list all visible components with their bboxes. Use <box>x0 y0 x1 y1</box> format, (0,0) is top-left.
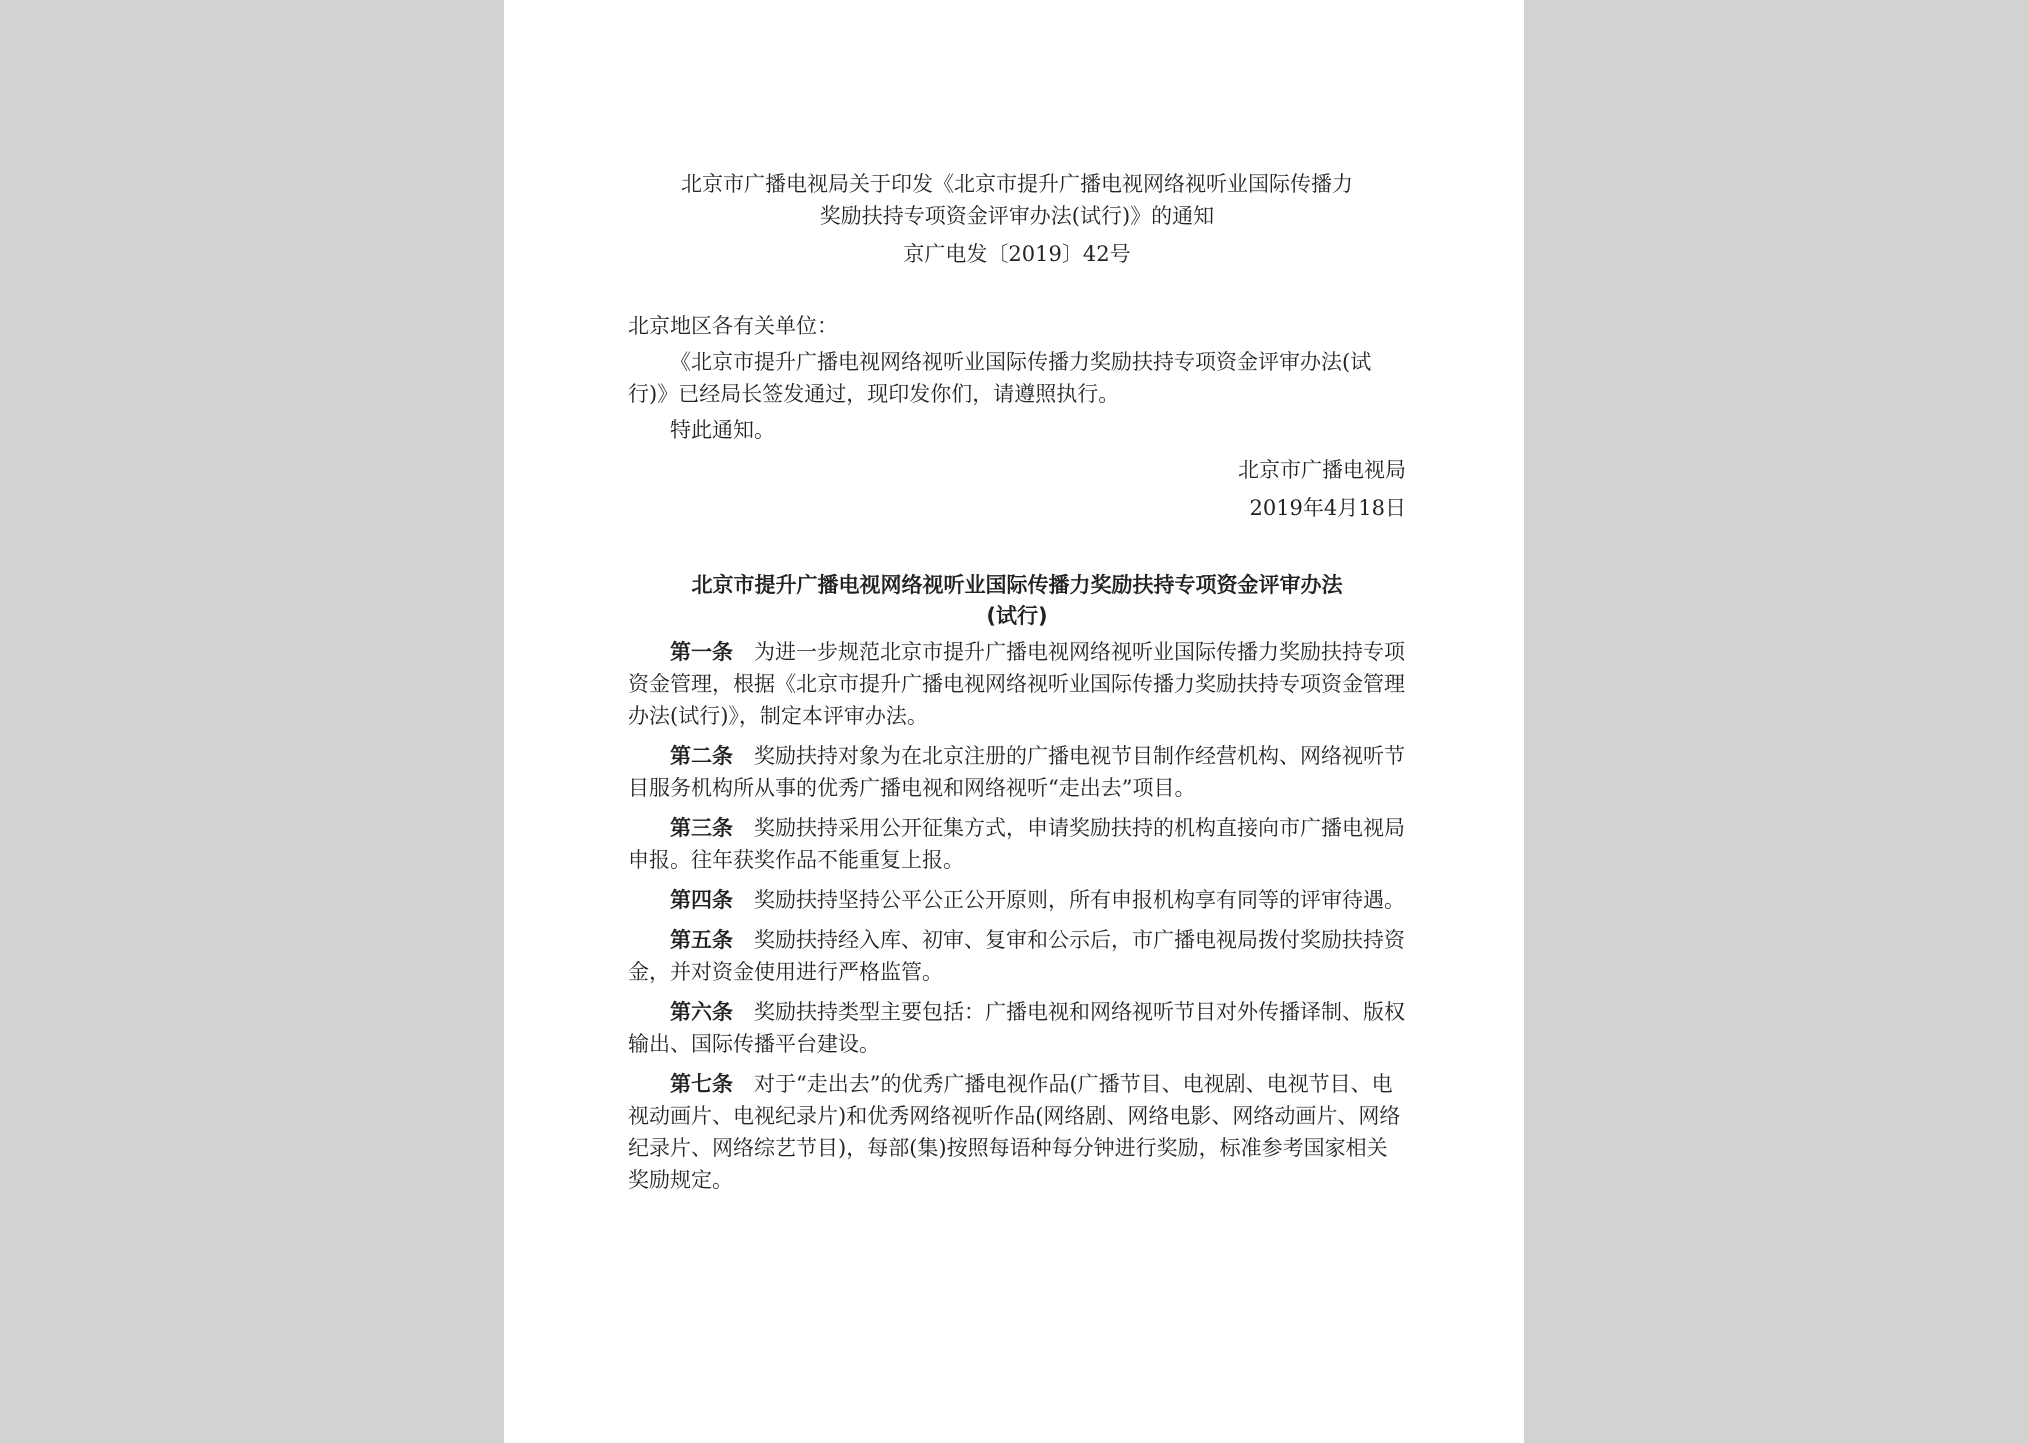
article-label: 第一条 <box>670 640 733 664</box>
salutation: 北京地区各有关单位： <box>628 314 838 338</box>
article-text: 奖励扶持坚持公平公正公开原则，所有申报机构享有同等的评审待遇。 <box>754 888 1405 912</box>
article-text: 奖励扶持类型主要包括：广播电视和网络视听节目对外传播译制、版权输出、国际传播平台建设。 <box>628 1000 1405 1056</box>
notice-title-line2: 奖励扶持专项资金评审办法(试行)》的通知 <box>819 204 1215 228</box>
signature-organization: 北京市广播电视局 <box>1238 458 1406 482</box>
document-number: 京广电发〔2019〕42号 <box>903 242 1131 266</box>
article-text: 奖励扶持经入库、初审、复审和公示后，市广播电视局拨付奖励扶持资金，并对资金使用进行严格监管。 <box>628 928 1405 984</box>
article-1 <box>628 636 1406 732</box>
article-label: 第六条 <box>670 1000 733 1024</box>
article-label: 第三条 <box>670 816 733 840</box>
article-text: 对于“走出去”的优秀广播电视作品(广播节目、电视剧、电视节目、电视动画片、电视纪录片)和优秀网络视听作品(网络剧、网络电影、网络动画片、网络纪录片、网络综艺节目)，每部(集)按照每语种每分钟进行奖励，标准参考国家相关奖励规定。 <box>628 1072 1401 1192</box>
notice-title-line1: 北京市广播电视局关于印发《北京市提升广播电视网络视听业国际传播力 <box>681 172 1353 196</box>
document-page <box>504 0 1524 1443</box>
article-text: 奖励扶持采用公开征集方式，申请奖励扶持的机构直接向市广播电视局申报。往年获奖作品不能重复上报。 <box>628 816 1405 872</box>
article-text: 奖励扶持对象为在北京注册的广播电视节目制作经营机构、网络视听节目服务机构所从事的优秀广播电视和网络视听“走出去”项目。 <box>628 744 1405 800</box>
article-6 <box>628 996 1406 1060</box>
article-5 <box>628 924 1406 988</box>
article-3 <box>628 812 1406 876</box>
notice-title <box>628 168 1406 232</box>
article-7 <box>628 1068 1406 1196</box>
article-4 <box>628 884 1406 916</box>
rules-title <box>628 570 1406 632</box>
notice-closing: 特此通知。 <box>670 418 775 442</box>
article-label: 第二条 <box>670 744 733 768</box>
rules-title-line2: (试行) <box>986 604 1048 628</box>
notice-body-paragraph: 《北京市提升广播电视网络视听业国际传播力奖励扶持专项资金评审办法(试行)》已经局长签发通过，现印发你们，请遵照执行。 <box>628 350 1372 406</box>
article-2 <box>628 740 1406 804</box>
article-label: 第五条 <box>670 928 733 952</box>
articles-list <box>628 636 1406 1196</box>
article-text: 为进一步规范北京市提升广播电视网络视听业国际传播力奖励扶持专项资金管理，根据《北京市提升广播电视网络视听业国际传播力奖励扶持专项资金管理办法(试行)》，制定本评审办法。 <box>628 640 1405 728</box>
page-content <box>628 168 1406 1196</box>
rules-title-line1: 北京市提升广播电视网络视听业国际传播力奖励扶持专项资金评审办法 <box>691 573 1343 597</box>
signature-date: 2019年4月18日 <box>1249 496 1406 520</box>
article-label: 第七条 <box>670 1072 733 1096</box>
article-label: 第四条 <box>670 888 733 912</box>
